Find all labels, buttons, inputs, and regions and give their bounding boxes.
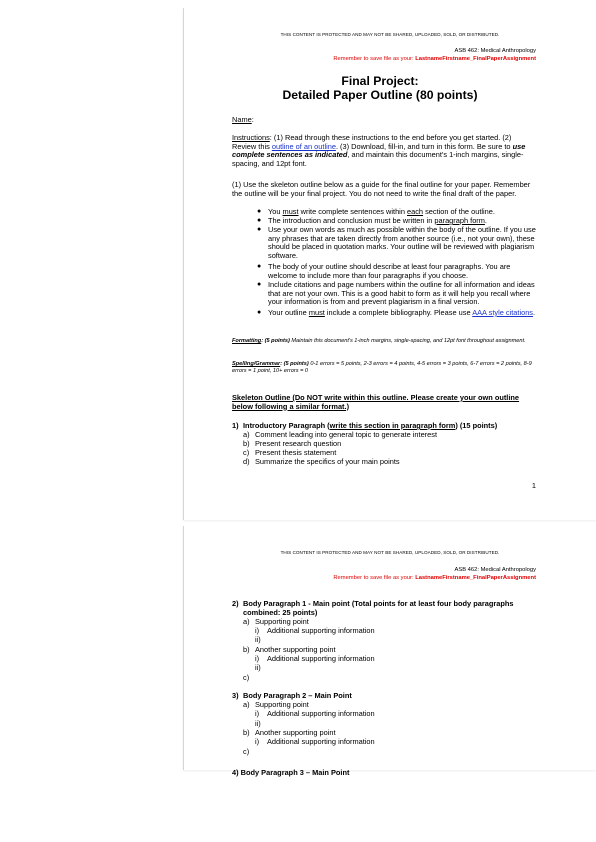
list-item: ii) [255,719,261,728]
list-item: a) Comment leading into general topic to generate interest [243,430,438,439]
bullet-item: ● You must write complete sentences within each section of the outline. [257,207,495,216]
outline-of-an-outline-link[interactable]: outline of an outline [271,141,336,151]
instructions-paragraph: Instructions: (1) Read through these instructions to the end before you get started. (2) Review this outline of an outline. (3) Download, fill-in, and turn in this form. Be sure to use complete sentences as indicated, and maintain this document's 1-inch margins, single-spacing, and 12pt font. [232,133,526,168]
formatting-criteria: Formatting: (5 points) Maintain this document's 1-inch margins, single-spacing, and 12pt font throughout assignment. [232,338,526,344]
list-item: c) Present thesis statement [243,448,337,457]
bullet-icon: ● [257,226,262,233]
list-item: b) Present research question [243,439,342,448]
save-reminder: Remember to save file as your: LastnameFirstname_FinalPaperAssignment [333,56,536,62]
list-item: ii) [255,663,261,672]
list-item: c) [243,673,250,682]
document-title: Final Project: Detailed Paper Outline (80 points) [282,74,478,102]
bullet-item: ● Use your own words as much as possible within the body of the outline. If you use any phrases that are taken directly from another source (i.e., not your own), these should be placed in quotation marks. Your outline will be reviewed with plagiarism software. [257,225,536,260]
save-reminder: Remember to save file as your: LastnameFirstname_FinalPaperAssignment [333,575,536,581]
list-item: a) Supporting point [243,617,309,626]
list-item: i) Additional supporting information [255,709,375,718]
document-page-1 [183,8,596,520]
bullet-icon: ● [257,217,262,224]
bullet-item: ● Include citations and page numbers within the outline for all information and ideas that are not your own. This is a good habit to form as it will help you recall where your information is from and prevent plagiarism in a final version. [257,280,535,307]
skeleton-outline-heading: Skeleton Outline (Do NOT write within this outline. Please create your own outline below following a similar format.) [232,393,520,411]
list-item: a) Supporting point [243,700,309,709]
protected-notice: THIS CONTENT IS PROTECTED AND MAY NOT BE SHARED, UPLOADED, SOLD, OR DISTRIBUTED. [280,32,500,37]
list-item: i) Additional supporting information [255,626,375,635]
step-1-paragraph: (1) Use the skeleton outline below as a guide for the final outline for your paper. Remember the outline will be your final project. You do not need to write the final draft of the paper. [232,180,531,198]
bullet-item: ● Your outline must include a complete bibliography. Please use AAA style citations. [257,308,536,317]
list-item: b) Another supporting point [243,645,336,654]
bullet-item: ● The introduction and conclusion must be written in paragraph form. [257,216,487,225]
page-number: 1 [531,481,536,490]
body-paragraph-1-heading: 2) Body Paragraph 1 - Main point (Total points for at least four body paragraphs combined: 25 points) [232,599,514,617]
intro-paragraph-heading: 1) Introductory Paragraph (write this section in paragraph form) (15 points) [232,421,498,430]
list-item: i) Additional supporting information [255,654,375,663]
list-item: c) [243,747,250,756]
spelling-grammar-criteria: Spelling/Grammar: (5 points) 0-1 errors = 5 points, 2-3 errors = 4 points, 4-5 errors = 3 points, 6-7 errors = 2 points, 8-9 errors = 1 point, 10+ errors = 0 [232,361,532,374]
course-label: ASB 462: Medical Anthropology [454,567,536,573]
list-item: d) Summarize the specifics of your main points [243,457,400,466]
aaa-style-citations-link[interactable]: AAA style citations [472,308,533,317]
filename-label: LastnameFirstname_FinalPaperAssignment [415,56,536,62]
filename-label: LastnameFirstname_FinalPaperAssignment [415,575,536,581]
bullet-icon: ● [257,208,262,215]
body-paragraph-2-heading: 3) Body Paragraph 2 – Main Point [232,691,352,700]
bullet-icon: ● [257,263,262,270]
protected-notice: THIS CONTENT IS PROTECTED AND MAY NOT BE SHARED, UPLOADED, SOLD, OR DISTRIBUTED. [280,550,500,555]
list-item: i) Additional supporting information [255,737,375,746]
list-item: b) Another supporting point [243,728,336,737]
document-page-2 [183,526,596,777]
body-paragraph-3-heading-partial: 4) Body Paragraph 3 – Main Point [232,768,350,777]
course-label: ASB 462: Medical Anthropology [454,48,536,54]
name-field: Name: [232,115,254,124]
bullet-icon: ● [257,309,262,316]
bullet-icon: ● [257,281,262,288]
list-item: ii) [255,635,261,644]
bullet-item: ● The body of your outline should describe at least four paragraphs. You are welcome to include more than four paragraphs if you choose. [257,262,511,280]
